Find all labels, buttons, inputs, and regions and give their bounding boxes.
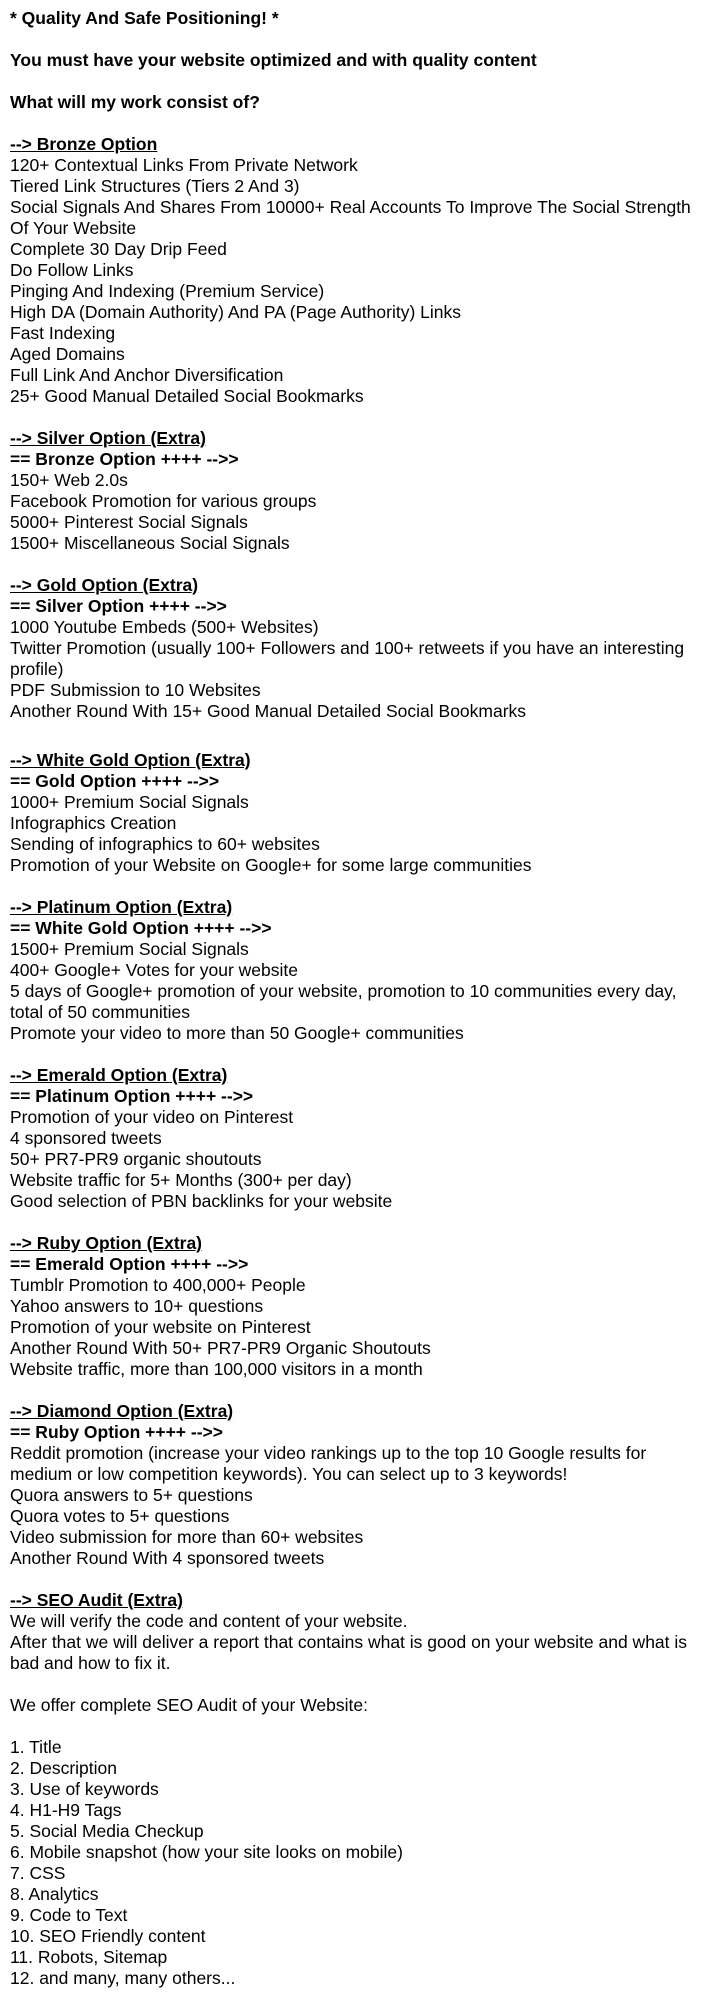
- section-white-gold: [10, 750, 712, 897]
- audit-list-item: 2. Description: [10, 1758, 117, 1778]
- seo-audit-offer: We offer complete SEO Audit of your Website:: [10, 1695, 368, 1715]
- section-includes-silver: == Bronze Option ++++ -->>: [10, 449, 239, 469]
- section-title-emerald: --> Emerald Option (Extra): [10, 1065, 228, 1085]
- list-item: 1500+ Miscellaneous Social Signals: [10, 533, 290, 553]
- list-item: Video submission for more than 60+ websites: [10, 1527, 364, 1547]
- spacer: [10, 1674, 712, 1695]
- option-sections: [10, 134, 712, 1590]
- spacer: [10, 1044, 712, 1065]
- seo-audit-line: After that we will deliver a report that contains what is good on your website and what is bad and how to fix it.: [10, 1632, 688, 1673]
- list-item: Another Round With 50+ PR7-PR9 Organic Shoutouts: [10, 1338, 431, 1358]
- list-item: Social Signals And Shares From 10000+ Real Accounts To Improve The Social Strength Of Your Website: [10, 197, 691, 238]
- section-bronze: [10, 134, 712, 428]
- section-title-white-gold: --> White Gold Option (Extra): [10, 750, 251, 770]
- list-item: 50+ PR7-PR9 organic shoutouts: [10, 1149, 262, 1169]
- audit-list-item: 3. Use of keywords: [10, 1779, 159, 1799]
- audit-list-item: 5. Social Media Checkup: [10, 1821, 204, 1841]
- section-includes-platinum: == White Gold Option ++++ -->>: [10, 918, 272, 938]
- list-item: Promote your video to more than 50 Google+ communities: [10, 1023, 464, 1043]
- spacer: [10, 71, 712, 92]
- section-includes-diamond: == Ruby Option ++++ -->>: [10, 1422, 223, 1442]
- intro-heading: * Quality And Safe Positioning! *: [10, 8, 279, 28]
- list-item: 25+ Good Manual Detailed Social Bookmarks: [10, 386, 364, 406]
- section-title-diamond: --> Diamond Option (Extra): [10, 1401, 234, 1421]
- list-item: High DA (Domain Authority) And PA (Page Authority) Links: [10, 302, 462, 322]
- section-title-platinum: --> Platinum Option (Extra): [10, 897, 233, 917]
- list-item: 1500+ Premium Social Signals: [10, 939, 249, 959]
- spacer: [10, 722, 712, 750]
- list-item: 4 sponsored tweets: [10, 1128, 162, 1148]
- list-item: PDF Submission to 10 Websites: [10, 680, 261, 700]
- section-diamond: [10, 1401, 712, 1590]
- audit-list-item: 6. Mobile snapshot (how your site looks on mobile): [10, 1842, 403, 1862]
- section-includes-emerald: == Platinum Option ++++ -->>: [10, 1086, 254, 1106]
- spacer: [10, 1380, 712, 1401]
- list-item: Fast Indexing: [10, 323, 116, 343]
- audit-list-item: 7. CSS: [10, 1863, 66, 1883]
- audit-list-item: 9. Code to Text: [10, 1905, 128, 1925]
- intro-requirement: You must have your website optimized and with quality content: [10, 50, 537, 70]
- section-title-ruby: --> Ruby Option (Extra): [10, 1233, 203, 1253]
- audit-list-item: 1. Title: [10, 1737, 62, 1757]
- audit-list-item: 4. H1-H9 Tags: [10, 1800, 122, 1820]
- audit-list-item: 8. Analytics: [10, 1884, 99, 1904]
- list-item: Sending of infographics to 60+ websites: [10, 834, 320, 854]
- audit-list-item: 11. Robots, Sitemap: [10, 1947, 168, 1967]
- seo-audit-section: [10, 1590, 712, 1989]
- spacer: [10, 876, 712, 897]
- section-title-gold: --> Gold Option (Extra): [10, 575, 199, 595]
- section-silver: [10, 428, 712, 575]
- section-gold: [10, 575, 712, 750]
- section-includes-white-gold: == Gold Option ++++ -->>: [10, 771, 220, 791]
- list-item: Good selection of PBN backlinks for your website: [10, 1191, 393, 1211]
- section-title-seo-audit: --> SEO Audit (Extra): [10, 1590, 183, 1610]
- list-item: Full Link And Anchor Diversification: [10, 365, 284, 385]
- spacer: [10, 1212, 712, 1233]
- intro-question: What will my work consist of?: [10, 92, 260, 112]
- list-item: Quora votes to 5+ questions: [10, 1506, 230, 1526]
- section-includes-gold: == Silver Option ++++ -->>: [10, 596, 227, 616]
- list-item: 1000+ Premium Social Signals: [10, 792, 249, 812]
- list-item: Website traffic, more than 100,000 visitors in a month: [10, 1359, 423, 1379]
- list-item: Promotion of your video on Pinterest: [10, 1107, 294, 1127]
- list-item: 5000+ Pinterest Social Signals: [10, 512, 248, 532]
- section-ruby: [10, 1233, 712, 1401]
- list-item: 400+ Google+ Votes for your website: [10, 960, 298, 980]
- section-includes-ruby: == Emerald Option ++++ -->>: [10, 1254, 249, 1274]
- list-item: 5 days of Google+ promotion of your website, promotion to 10 communities every day, total of 50 communities: [10, 981, 677, 1022]
- list-item: Another Round With 15+ Good Manual Detailed Social Bookmarks: [10, 701, 527, 721]
- list-item: Facebook Promotion for various groups: [10, 491, 317, 511]
- list-item: Promotion of your website on Pinterest: [10, 1317, 311, 1337]
- list-item: 120+ Contextual Links From Private Network: [10, 155, 358, 175]
- section-title-silver: --> Silver Option (Extra): [10, 428, 206, 448]
- seo-audit-line: We will verify the code and content of your website.: [10, 1611, 408, 1631]
- spacer: [10, 407, 712, 428]
- list-item: Promotion of your Website on Google+ for some large communities: [10, 855, 532, 875]
- list-item: Aged Domains: [10, 344, 125, 364]
- audit-list-item: 12. and many, many others...: [10, 1968, 236, 1988]
- list-item: Twitter Promotion (usually 100+ Followers and 100+ retweets if you have an interesting profile): [10, 638, 685, 679]
- section-emerald: [10, 1065, 712, 1233]
- list-item: Tumblr Promotion to 400,000+ People: [10, 1275, 306, 1295]
- list-item: Yahoo answers to 10+ questions: [10, 1296, 264, 1316]
- spacer: [10, 113, 712, 134]
- list-item: Website traffic for 5+ Months (300+ per day): [10, 1170, 352, 1190]
- list-item: Infographics Creation: [10, 813, 177, 833]
- section-title-bronze: --> Bronze Option: [10, 134, 158, 154]
- audit-list-item: 10. SEO Friendly content: [10, 1926, 206, 1946]
- spacer: [10, 554, 712, 575]
- spacer: [10, 1716, 712, 1737]
- list-item: Tiered Link Structures (Tiers 2 And 3): [10, 176, 300, 196]
- list-item: Complete 30 Day Drip Feed: [10, 239, 227, 259]
- spacer: [10, 29, 712, 50]
- list-item: Pinging And Indexing (Premium Service): [10, 281, 325, 301]
- list-item: 1000 Youtube Embeds (500+ Websites): [10, 617, 319, 637]
- list-item: Do Follow Links: [10, 260, 134, 280]
- list-item: Quora answers to 5+ questions: [10, 1485, 253, 1505]
- spacer: [10, 1569, 712, 1590]
- list-item: Reddit promotion (increase your video rankings up to the top 10 Google results for medium or low competition keywords). You can select up to 3 keywords!: [10, 1443, 647, 1484]
- seo-audit-list: [10, 1737, 712, 1989]
- list-item: Another Round With 4 sponsored tweets: [10, 1548, 325, 1568]
- list-item: 150+ Web 2.0s: [10, 470, 128, 490]
- section-platinum: [10, 897, 712, 1065]
